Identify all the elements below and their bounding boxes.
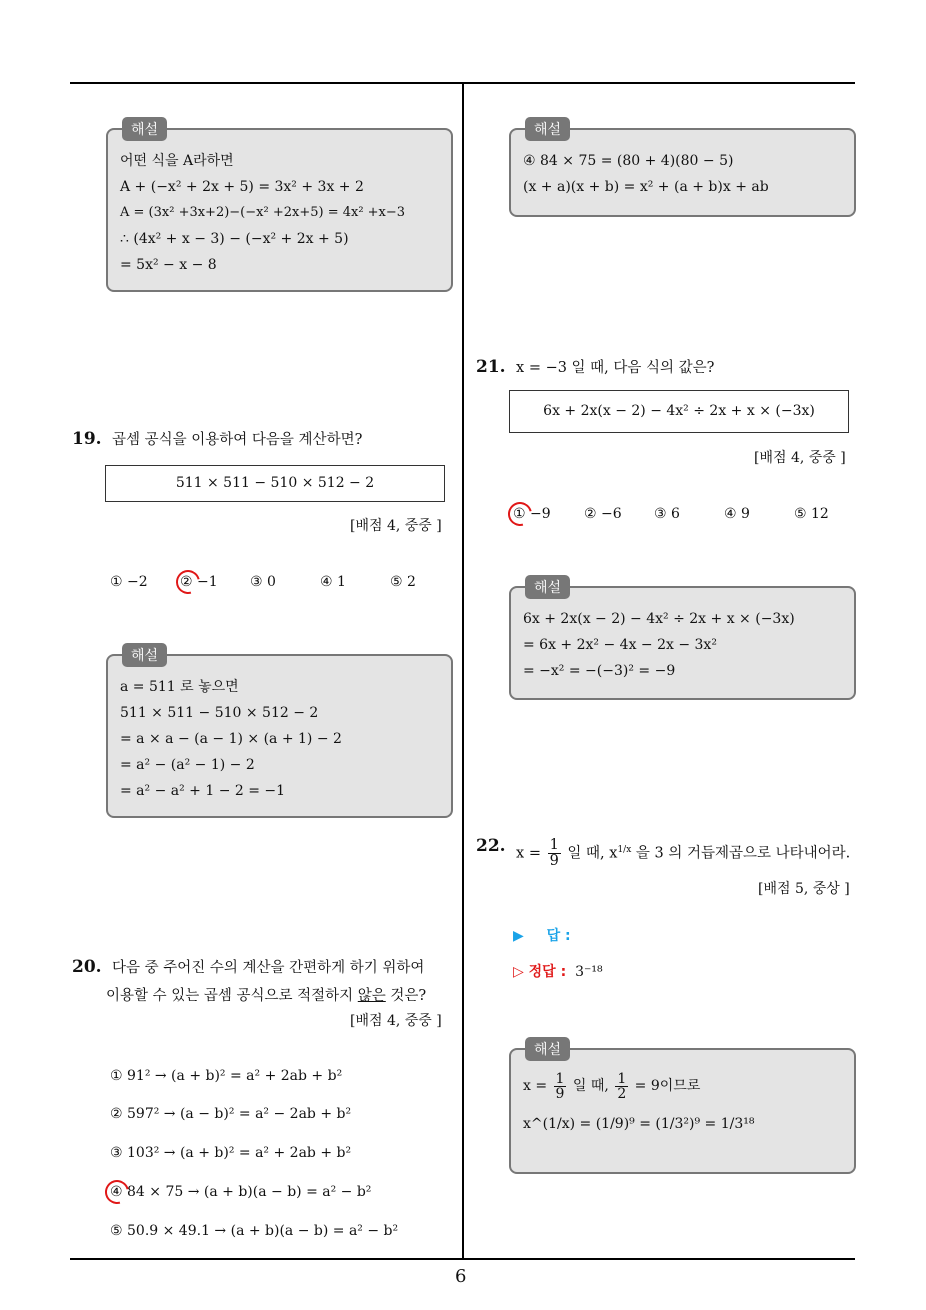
fraction: $\frac{1}{9}$ xyxy=(555,1070,565,1102)
option-3[interactable]: ③ 6 xyxy=(654,506,680,522)
question-21 xyxy=(476,356,714,377)
column-divider xyxy=(462,82,464,1259)
question-20 xyxy=(72,956,457,977)
question-number: 19. xyxy=(72,429,102,449)
option-2[interactable]: ② 597² → (a − b)² = a² − 2ab + b² xyxy=(110,1106,352,1122)
option-2[interactable]: ② −1 xyxy=(180,574,218,590)
answer-mark xyxy=(101,1176,134,1209)
explanation-line: A + (−x² + 2x + 5) = 3x² + 3x + 2 xyxy=(120,179,364,195)
question-22 xyxy=(476,836,850,869)
explanation-tag: 해설 xyxy=(525,575,570,599)
fraction: $\frac{1}{2}$ xyxy=(617,1070,627,1102)
option-1[interactable]: ① −2 xyxy=(110,574,148,590)
explanation-box-q22 xyxy=(509,1042,856,1174)
option-5[interactable]: ⑤ 2 xyxy=(390,574,416,590)
explanation-line: (x + a)(x + b) = x² + (a + b)x + ab xyxy=(523,179,769,195)
explanation-line: = 6x + 2x² − 4x − 2x − 3x² xyxy=(523,637,717,653)
underlined-word: 않은 xyxy=(357,988,386,1004)
option-1[interactable]: ① −9 xyxy=(513,506,551,522)
question-text: x = −3 일 때, 다음 식의 값은? xyxy=(516,360,715,376)
explanation-line: x = $\frac{1}{9}$ 일 때, $\frac{1}{2}$ = 9이므로 xyxy=(523,1070,701,1102)
option-5[interactable]: ⑤ 50.9 × 49.1 → (a + b)(a − b) = a² − b² xyxy=(110,1223,399,1239)
explanation-line: = a² − (a² − 1) − 2 xyxy=(120,757,255,773)
question-text-line1: 다음 중 주어진 수의 계산을 간편하게 하기 위하여 xyxy=(112,960,425,976)
option-4[interactable]: ④ 9 xyxy=(724,506,750,522)
score-q22: [배점 5, 중상 ] xyxy=(758,881,850,897)
question-number: 21. xyxy=(476,357,506,377)
triangle-icon: ▶ xyxy=(513,928,524,944)
explanation-tag: 해설 xyxy=(122,117,167,141)
explanation-line: 511 × 511 − 510 × 512 − 2 xyxy=(120,705,319,721)
explanation-tag: 해설 xyxy=(122,643,167,667)
triangle-outline-icon: ▷ xyxy=(513,964,524,980)
explanation-line: = a × a − (a − 1) × (a + 1) − 2 xyxy=(120,731,342,747)
explanation-line: 어떤 식을 A라하면 xyxy=(120,153,234,169)
correct-answer-row xyxy=(513,961,603,981)
score-q20: [배점 4, 중중 ] xyxy=(350,1013,442,1029)
explanation-tag: 해설 xyxy=(525,117,570,141)
question-text-line2: 이용할 수 있는 곱셈 공식으로 적절하지 않은 것은? xyxy=(106,988,427,1004)
explanation-box-q21 xyxy=(509,580,856,700)
score-q21: [배점 4, 중중 ] xyxy=(754,450,846,466)
explanation-line: = a² − a² + 1 − 2 = −1 xyxy=(120,783,286,799)
answer-mark xyxy=(504,498,537,531)
expression-box-q21: 6x + 2x(x − 2) − 4x² ÷ 2x + x × (−3x) xyxy=(509,390,849,433)
question-19 xyxy=(72,428,362,449)
explanation-line: ∴ (4x² + x − 3) − (−x² + 2x + 5) xyxy=(120,231,349,247)
explanation-box-q19 xyxy=(106,648,453,818)
option-3[interactable]: ③ 0 xyxy=(250,574,276,590)
explanation-line: = 5x² − x − 8 xyxy=(120,257,217,273)
question-number: 22. xyxy=(476,836,506,856)
page-number: 6 xyxy=(455,1266,467,1287)
explanation-line: ④ 84 × 75 = (80 + 4)(80 − 5) xyxy=(523,153,734,169)
explanation-box-q18 xyxy=(106,122,453,292)
answer-row xyxy=(513,925,571,945)
option-5[interactable]: ⑤ 12 xyxy=(794,506,829,522)
option-4[interactable]: ④ 84 × 75 → (a + b)(a − b) = a² − b² xyxy=(110,1184,372,1200)
explanation-line: 6x + 2x(x − 2) − 4x² ÷ 2x + x × (−3x) xyxy=(523,611,795,627)
answer-mark xyxy=(172,566,205,599)
score-q19: [배점 4, 중중 ] xyxy=(350,518,442,534)
fraction: $\frac{1}{9}$ xyxy=(549,837,559,870)
correct-label: 정답 : xyxy=(528,964,567,980)
explanation-line: = −x² = −(−3)² = −9 xyxy=(523,663,676,679)
explanation-line: A = (3x² +3x+2)−(−x² +2x+5) = 4x² +x−3 xyxy=(120,205,406,220)
option-1[interactable]: ① 91² → (a + b)² = a² + 2ab + b² xyxy=(110,1068,343,1084)
option-4[interactable]: ④ 1 xyxy=(320,574,346,590)
explanation-line: a = 511 로 놓으면 xyxy=(120,679,239,695)
explanation-tag: 해설 xyxy=(525,1037,570,1061)
question-number: 20. xyxy=(72,957,102,977)
expression-box-q19: 511 × 511 − 510 × 512 − 2 xyxy=(105,465,445,502)
question-text: 곱셈 공식을 이용하여 다음을 계산하면? xyxy=(112,432,363,448)
option-2[interactable]: ② −6 xyxy=(584,506,622,522)
explanation-box-q20 xyxy=(509,122,856,217)
answer-label: 답 : xyxy=(546,928,571,944)
explanation-line: x^(1/x) = (1/9)⁹ = (1/3²)⁹ = 1/3¹⁸ xyxy=(523,1116,755,1132)
option-3[interactable]: ③ 103² → (a + b)² = a² + 2ab + b² xyxy=(110,1145,352,1161)
correct-value: 3⁻¹⁸ xyxy=(575,964,603,980)
question-text: x = $\frac{1}{9}$ 일 때, $x^{1/x}$ 을 3 의 거듭제곱으로 나타내어라. xyxy=(516,837,851,870)
